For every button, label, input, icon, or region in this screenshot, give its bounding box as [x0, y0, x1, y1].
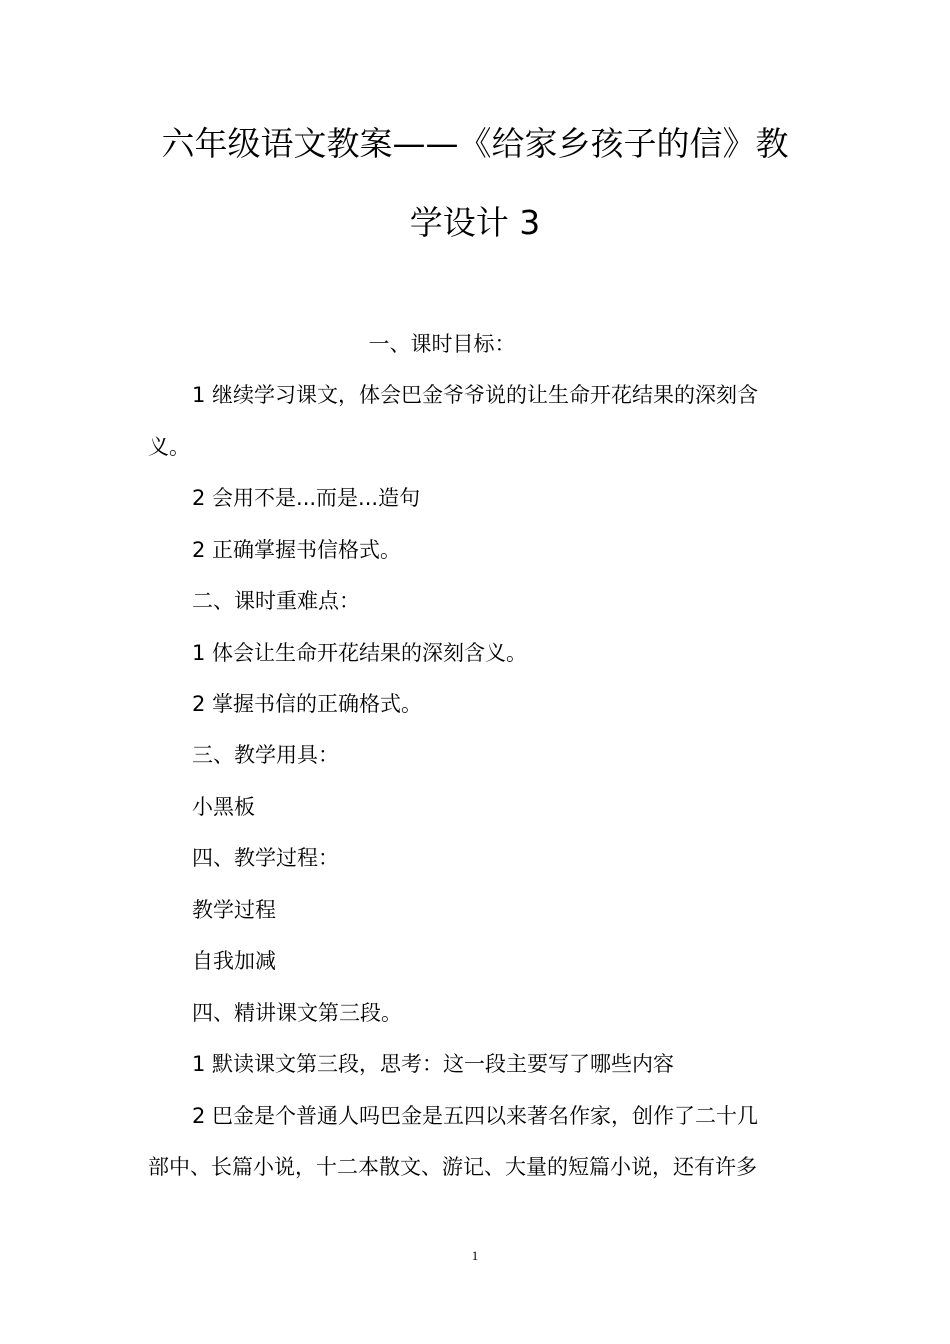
document-title-line-2: 学设计 3	[409, 203, 541, 242]
section-heading-third-paragraph: 四、精讲课文第三段。	[192, 1001, 402, 1025]
paragraph-objective-2: 2 会用不是...而是...造句	[192, 486, 421, 510]
paragraph-key-point-2: 2 掌握书信的正确格式。	[192, 692, 423, 716]
paragraph-objective-3: 2 正确掌握书信格式。	[192, 538, 402, 562]
paragraph-key-point-1: 1 体会让生命开花结果的深刻含义。	[192, 641, 528, 665]
paragraph-objective-1: 1 继续学习课文，体会巴金爷爷说的让生命开花结果的深刻含	[192, 383, 759, 407]
section-heading-teaching-tools: 三、教学用具：	[192, 743, 339, 767]
paragraph-step-2-continued: 部中、长篇小说，十二本散文、游记、大量的短篇小说，还有许多	[148, 1155, 757, 1179]
section-heading-objectives: 一、课时目标：	[368, 332, 516, 356]
paragraph-teaching-tool: 小黑板	[192, 795, 255, 819]
paragraph-step-1: 1 默读课文第三段，思考：这一段主要写了哪些内容	[192, 1052, 675, 1076]
paragraph-teaching-process: 教学过程	[192, 898, 276, 922]
page-number: 1	[471, 1248, 479, 1263]
document-title-line-1: 六年级语文教案——《给家乡孩子的信》教	[161, 124, 789, 163]
paragraph-self-adjust: 自我加减	[192, 949, 276, 973]
paragraph-objective-1-continued: 义。	[148, 435, 190, 459]
paragraph-step-2: 2 巴金是个普通人吗巴金是五四以来著名作家，创作了二十几	[192, 1104, 759, 1128]
section-heading-key-points: 二、课时重难点：	[192, 589, 360, 613]
section-heading-teaching-process: 四、教学过程：	[192, 846, 339, 870]
